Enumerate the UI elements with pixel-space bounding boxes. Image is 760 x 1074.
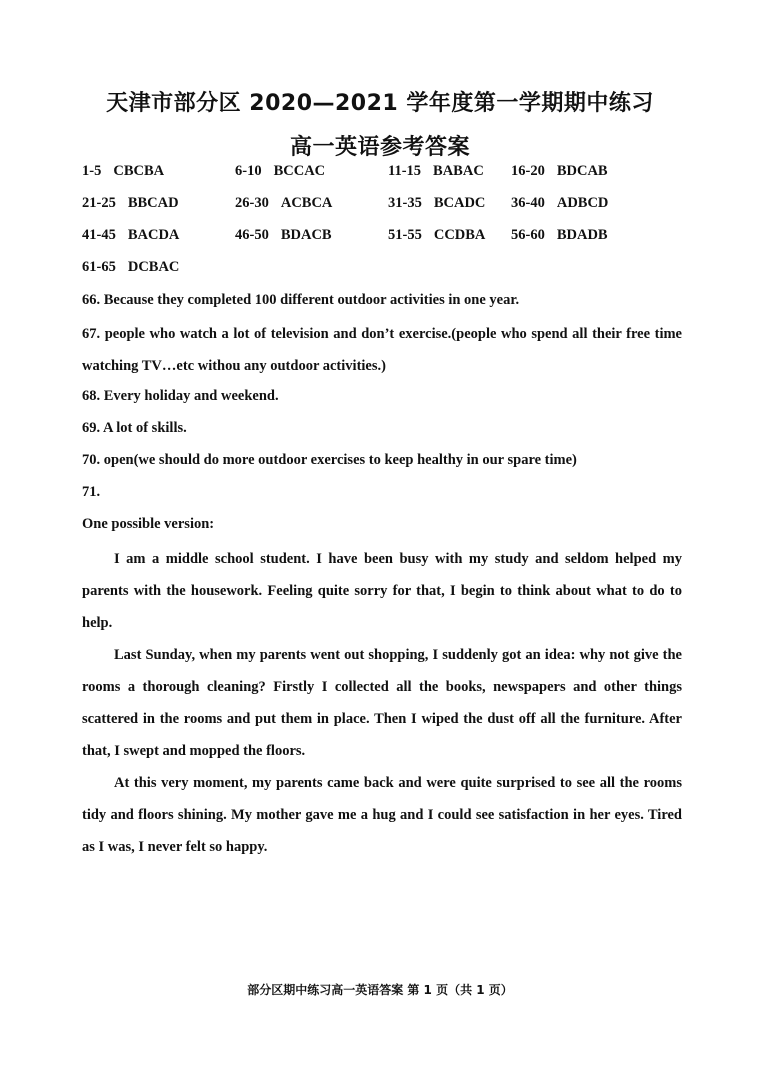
answer-row	[82, 259, 702, 281]
answer-cell: 11-15 BABAC	[388, 163, 484, 179]
answer-70: 70. open(we should do more outdoor exercises to keep healthy in our spare time)	[82, 452, 577, 468]
answer-cell: 51-55 CCDBA	[388, 227, 486, 243]
answer-row	[82, 227, 702, 249]
answer-66: 66. Because they completed 100 different outdoor activities in one year.	[82, 292, 520, 308]
version-label: One possible version:	[82, 516, 215, 532]
answer-cell: 61-65 DCBAC	[82, 259, 180, 275]
document-title: 天津市部分区 2020—2021 学年度第一学期期中练习	[106, 91, 654, 116]
answer-71-label: 71.	[82, 484, 101, 500]
document-subtitle: 高一英语参考答案	[289, 135, 470, 160]
answer-cell: 36-40 ADBCD	[511, 195, 609, 211]
answer-cell: 31-35 BCADC	[388, 195, 486, 211]
answer-cell: 16-20 BDCAB	[511, 163, 608, 179]
answer-69: 69. A lot of skills.	[82, 420, 187, 436]
essay-paragraph-2: Last Sunday, when my parents went out shopping, I suddenly got an idea: why not give the rooms a thorough cleaning? Firstly I collected all the books, newspapers and other things scattered in the rooms and put them in place. Then I wiped the dust off all the furniture. After that, I swept and mopped the floors.	[82, 647, 682, 759]
page-footer: 部分区期中练习高一英语答案 第 1 页（共 1 页）	[247, 983, 513, 997]
answer-cell: 41-45 BACDA	[82, 227, 180, 243]
answer-row	[82, 195, 702, 217]
answer-row	[82, 163, 702, 185]
answer-cell: 1-5 CBCBA	[82, 163, 165, 179]
answer-67: 67. people who watch a lot of television and don’t exercise.(people who spend all their free time watching TV…etc withou any outdoor activities.)	[82, 326, 682, 374]
answer-cell: 46-50 BDACB	[235, 227, 332, 243]
essay-paragraph-1: I am a middle school student. I have been busy with my study and seldom helped my parents with the housework. Feeling quite sorry for that, I begin to think about what to do to help.	[82, 551, 682, 631]
answer-cell: 21-25 BBCAD	[82, 195, 179, 211]
answer-cell: 56-60 BDADB	[511, 227, 608, 243]
answer-cell: 6-10 BCCAC	[235, 163, 326, 179]
answer-68: 68. Every holiday and weekend.	[82, 388, 279, 404]
answer-cell: 26-30 ACBCA	[235, 195, 333, 211]
essay-paragraph-3: At this very moment, my parents came back and were quite surprised to see all the rooms tidy and floors shining. My mother gave me a hug and I could see satisfaction in her eyes. Tired as I was, I never felt so happy.	[82, 775, 682, 855]
